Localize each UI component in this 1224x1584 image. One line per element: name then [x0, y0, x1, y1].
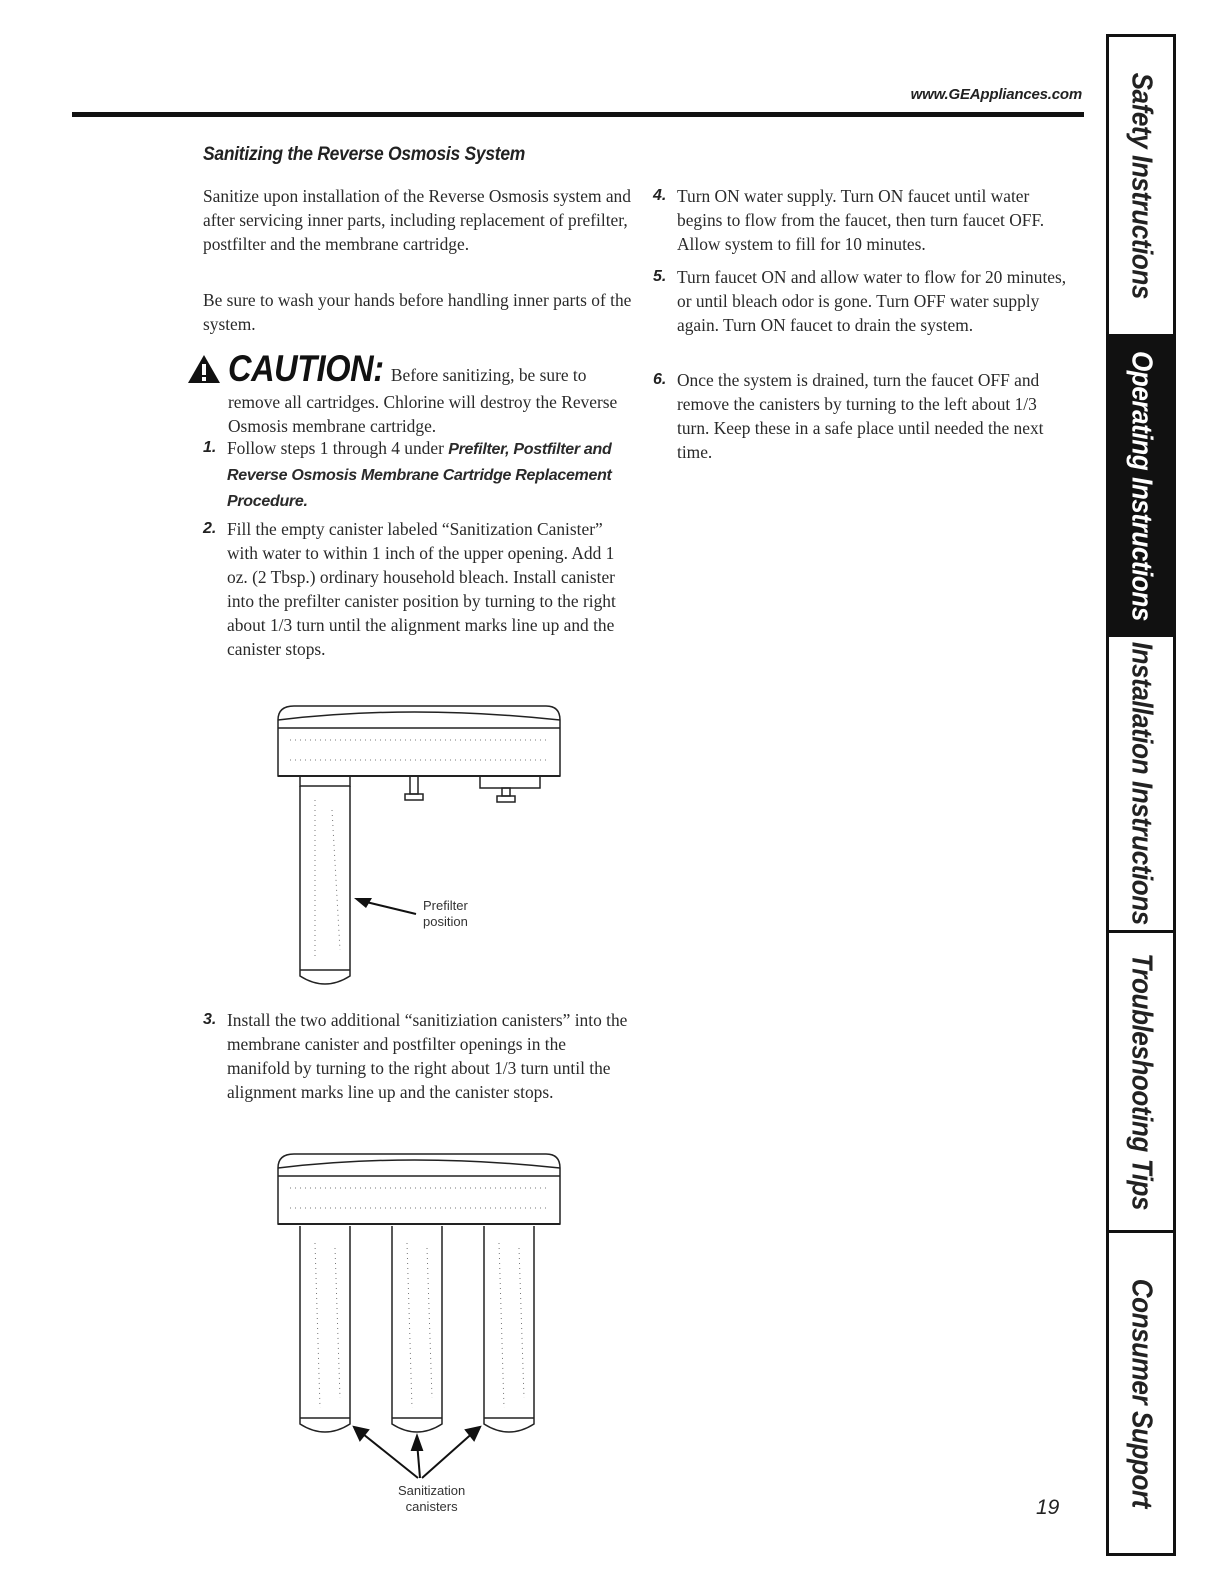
step-3 [203, 1008, 633, 1104]
prefilter-label-line-1: Prefilter [423, 898, 468, 913]
tab-label: Safety Instructions [1125, 72, 1158, 299]
step-text: Once the system is drained, turn the faucet OFF and remove the canisters by turning to the left about 1/3 turn. Keep these in a safe place until needed the next time. [677, 370, 1044, 462]
sanitization-label-line-1: Sanitization [398, 1483, 466, 1498]
caution-heading: CAUTION: [228, 348, 384, 389]
page-number: 19 [1036, 1496, 1060, 1519]
step-2 [203, 517, 633, 661]
tab-troubleshooting-tips[interactable] [1109, 933, 1173, 1233]
intro-paragraph-1: Sanitize upon installation of the Reverse Osmosis system and after servicing inner parts, including replacement of prefilter, postfilter and the membrane cartridge. [203, 186, 631, 254]
tab-operating-instructions[interactable] [1109, 337, 1173, 637]
step-6 [653, 368, 1073, 464]
intro-paragraph-2: Be sure to wash your hands before handling inner parts of the system. [203, 290, 632, 334]
sanitization-label-line-2: canisters [405, 1499, 458, 1514]
step-text: Turn ON water supply. Turn ON faucet until water begins to flow from the faucet, then turn faucet OFF. Allow system to fill for 10 minutes. [677, 186, 1045, 254]
step-number: 5. [653, 268, 667, 285]
step-number: 3. [203, 1011, 217, 1028]
step-text: Follow steps 1 through 4 under [227, 438, 449, 458]
caution-text-rest: remove all cartridges. Chlorine will destroy the Reverse Osmosis membrane cartridge. [228, 392, 618, 436]
step-number: 4. [653, 187, 667, 204]
step-1 [203, 436, 633, 514]
caution-text-first: Before sanitizing, be sure to [390, 365, 587, 385]
caution-block [186, 348, 636, 438]
prefilter-diagram [270, 700, 570, 1000]
prefilter-label [423, 898, 468, 930]
prefilter-label-line-2: position [423, 914, 468, 929]
tab-safety-instructions[interactable] [1109, 37, 1173, 337]
tab-label: Troubleshooting Tips [1125, 953, 1158, 1210]
step-number: 1. [203, 439, 217, 456]
step-text: Turn faucet ON and allow water to flow for 20 minutes, or until bleach odor is gone. Turn OFF water supply again. Turn ON faucet to drain the system. [677, 267, 1067, 335]
section-title: Sanitizing the Reverse Osmosis System [203, 144, 526, 165]
tab-label: Installation Instructions [1125, 641, 1158, 926]
sanitization-label [398, 1483, 465, 1515]
section-tabs [1106, 34, 1176, 1556]
tab-label: Consumer Support [1125, 1278, 1158, 1508]
tab-consumer-support[interactable] [1109, 1233, 1173, 1553]
tab-label: Operating Instructions [1125, 350, 1158, 621]
step-number: 2. [203, 520, 217, 537]
step-text: Fill the empty canister labeled “Sanitization Canister” with water to within 1 inch of the upper opening. Add 1 oz. (2 Tbsp.) ordinary household bleach. Install canister into the prefilter canister position by turning to the right about 1/3 turn until the alignment marks line up and the canister stops. [227, 519, 616, 659]
sanitization-canisters-diagram [270, 1148, 570, 1488]
step-text: Install the two additional “sanitiziation canisters” into the membrane canister and postfilter openings in the manifold by turning to the right about 1/3 turn until the alignment marks line up and the canister stops. [227, 1010, 628, 1102]
header-rule [72, 112, 1084, 117]
warning-icon [186, 353, 222, 385]
step-number: 6. [653, 371, 667, 388]
procedure-reference: Prefilter, Postfilter and Reverse Osmosis Membrane Cartridge Replacement Procedure. [227, 441, 612, 510]
step-5 [653, 265, 1073, 337]
step-4 [653, 184, 1073, 256]
tab-installation-instructions[interactable] [1109, 637, 1173, 933]
header-url[interactable]: www.GEAppliances.com [910, 86, 1082, 103]
